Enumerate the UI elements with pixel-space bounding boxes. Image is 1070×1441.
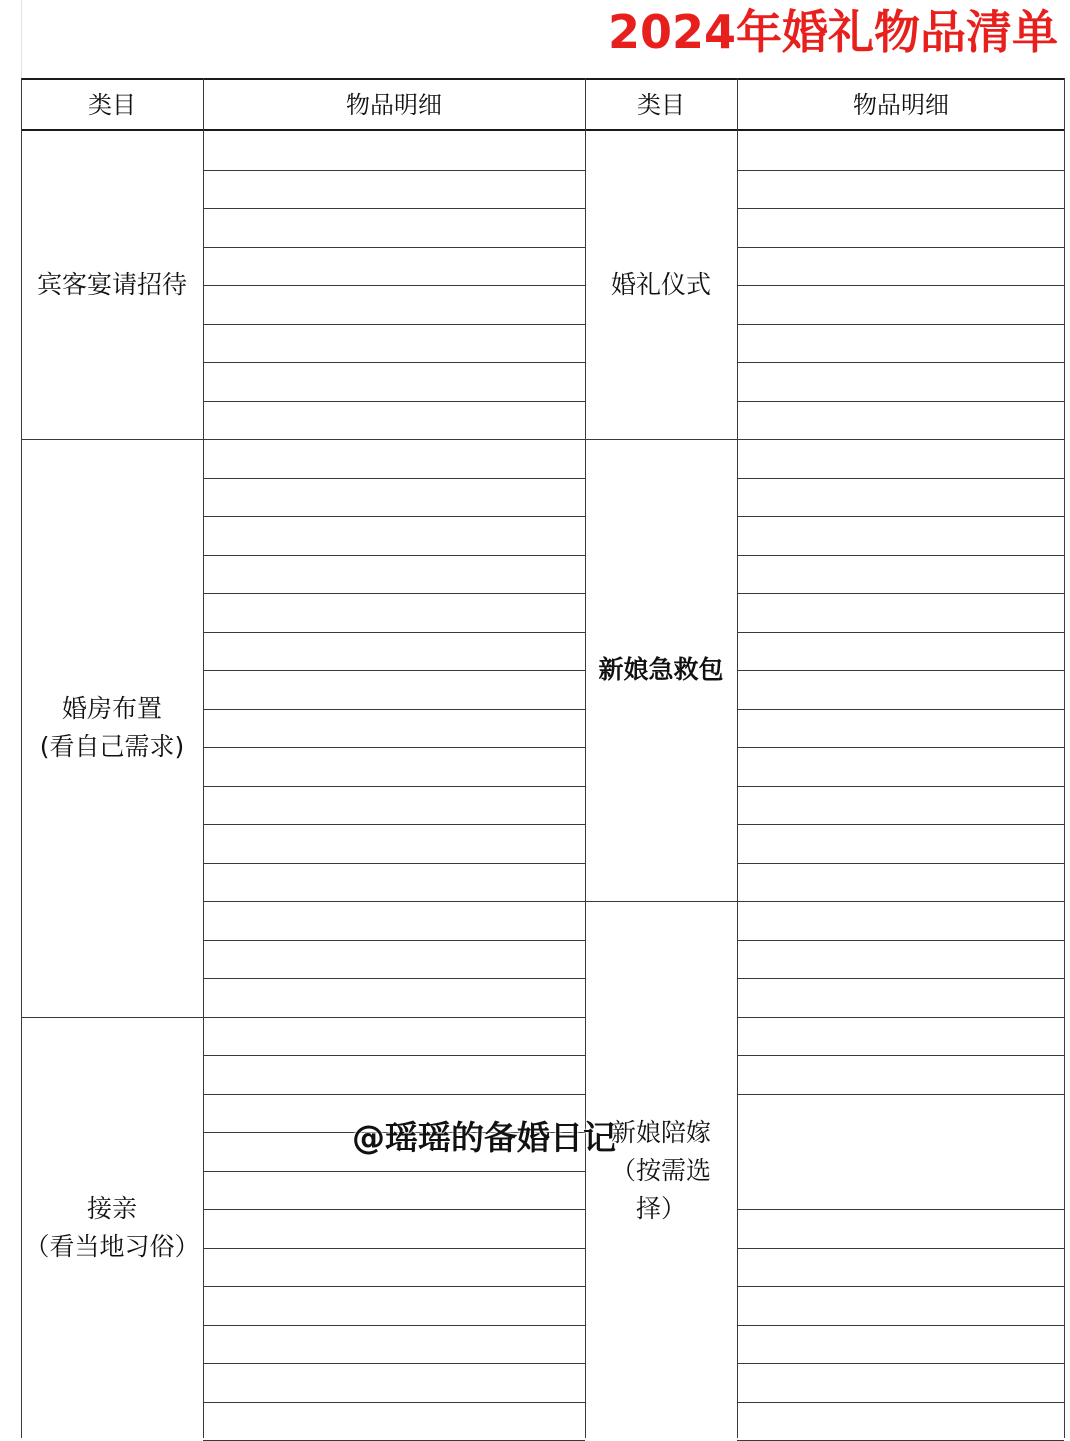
row-divider <box>203 786 585 787</box>
row-divider <box>737 1286 1064 1287</box>
row-divider <box>203 940 585 941</box>
row-divider <box>737 170 1064 171</box>
row-divider <box>203 747 585 748</box>
category-label: 新娘陪嫁 （按需选 择） <box>610 1117 711 1223</box>
row-divider <box>737 324 1064 325</box>
row-divider <box>737 670 1064 671</box>
row-divider <box>203 170 585 171</box>
row-divider <box>737 1325 1064 1326</box>
row-divider <box>203 247 585 248</box>
row-divider <box>737 1094 1064 1095</box>
row-divider <box>737 863 1064 864</box>
row-divider <box>737 940 1064 941</box>
watermark-text: @瑶瑶的备婚日记 <box>352 1118 616 1157</box>
row-divider <box>203 709 585 710</box>
row-divider <box>203 1017 585 1018</box>
category-label: 婚房布置 (看自己需求) <box>39 693 185 761</box>
category-label: 宾客宴请招待 <box>36 270 187 299</box>
row-divider <box>203 439 585 440</box>
row-divider <box>203 1094 585 1095</box>
row-divider <box>203 208 585 209</box>
row-divider <box>203 1209 585 1210</box>
row-divider <box>737 1209 1064 1210</box>
column-divider <box>737 78 738 1438</box>
row-divider <box>203 401 585 402</box>
row-divider <box>203 863 585 864</box>
category-divider <box>585 439 737 440</box>
page-title: 2024年婚礼物品清单 <box>607 5 1058 59</box>
category-label: 接亲 （看当地习俗） <box>24 1194 200 1262</box>
row-divider <box>203 516 585 517</box>
row-divider <box>203 632 585 633</box>
row-divider <box>737 786 1064 787</box>
category-divider <box>585 901 737 902</box>
row-divider <box>203 478 585 479</box>
header-details-right: 物品明细 <box>853 91 949 119</box>
row-divider <box>203 1286 585 1287</box>
row-divider <box>737 1248 1064 1249</box>
row-divider <box>203 1055 585 1056</box>
row-divider <box>737 247 1064 248</box>
row-divider <box>737 747 1064 748</box>
header-category-left: 类目 <box>88 91 136 119</box>
row-divider <box>203 1171 585 1172</box>
row-divider <box>737 978 1064 979</box>
row-divider <box>737 478 1064 479</box>
row-divider <box>737 1017 1064 1018</box>
row-divider <box>203 555 585 556</box>
row-divider <box>737 1363 1064 1364</box>
row-divider <box>737 516 1064 517</box>
row-divider <box>203 285 585 286</box>
column-divider <box>203 78 204 1438</box>
row-divider <box>737 555 1064 556</box>
row-divider <box>203 324 585 325</box>
row-divider <box>203 901 585 902</box>
row-divider <box>203 593 585 594</box>
row-divider <box>737 709 1064 710</box>
row-divider <box>737 208 1064 209</box>
category-divider <box>21 439 203 440</box>
row-divider <box>737 362 1064 363</box>
row-divider <box>737 401 1064 402</box>
row-divider <box>203 824 585 825</box>
row-divider <box>203 362 585 363</box>
row-divider <box>737 285 1064 286</box>
column-divider <box>1064 78 1065 1438</box>
row-divider <box>203 1402 585 1403</box>
row-divider <box>737 439 1064 440</box>
row-divider <box>737 824 1064 825</box>
row-divider <box>203 1248 585 1249</box>
row-divider <box>737 901 1064 902</box>
header-category-right: 类目 <box>637 91 685 119</box>
row-divider <box>203 978 585 979</box>
header-details-left: 物品明细 <box>346 91 442 119</box>
checklist-table <box>21 78 1065 1438</box>
row-divider <box>203 1325 585 1326</box>
row-divider <box>203 1363 585 1364</box>
table-border-top <box>21 78 1065 80</box>
header-border-bottom <box>21 129 1065 131</box>
category-label: 新娘急救包 <box>598 655 724 684</box>
category-divider <box>21 1017 203 1018</box>
row-divider <box>737 632 1064 633</box>
category-label: 婚礼仪式 <box>610 270 711 299</box>
row-divider <box>737 1402 1064 1403</box>
row-divider <box>737 593 1064 594</box>
row-divider <box>203 670 585 671</box>
row-divider <box>737 1055 1064 1056</box>
